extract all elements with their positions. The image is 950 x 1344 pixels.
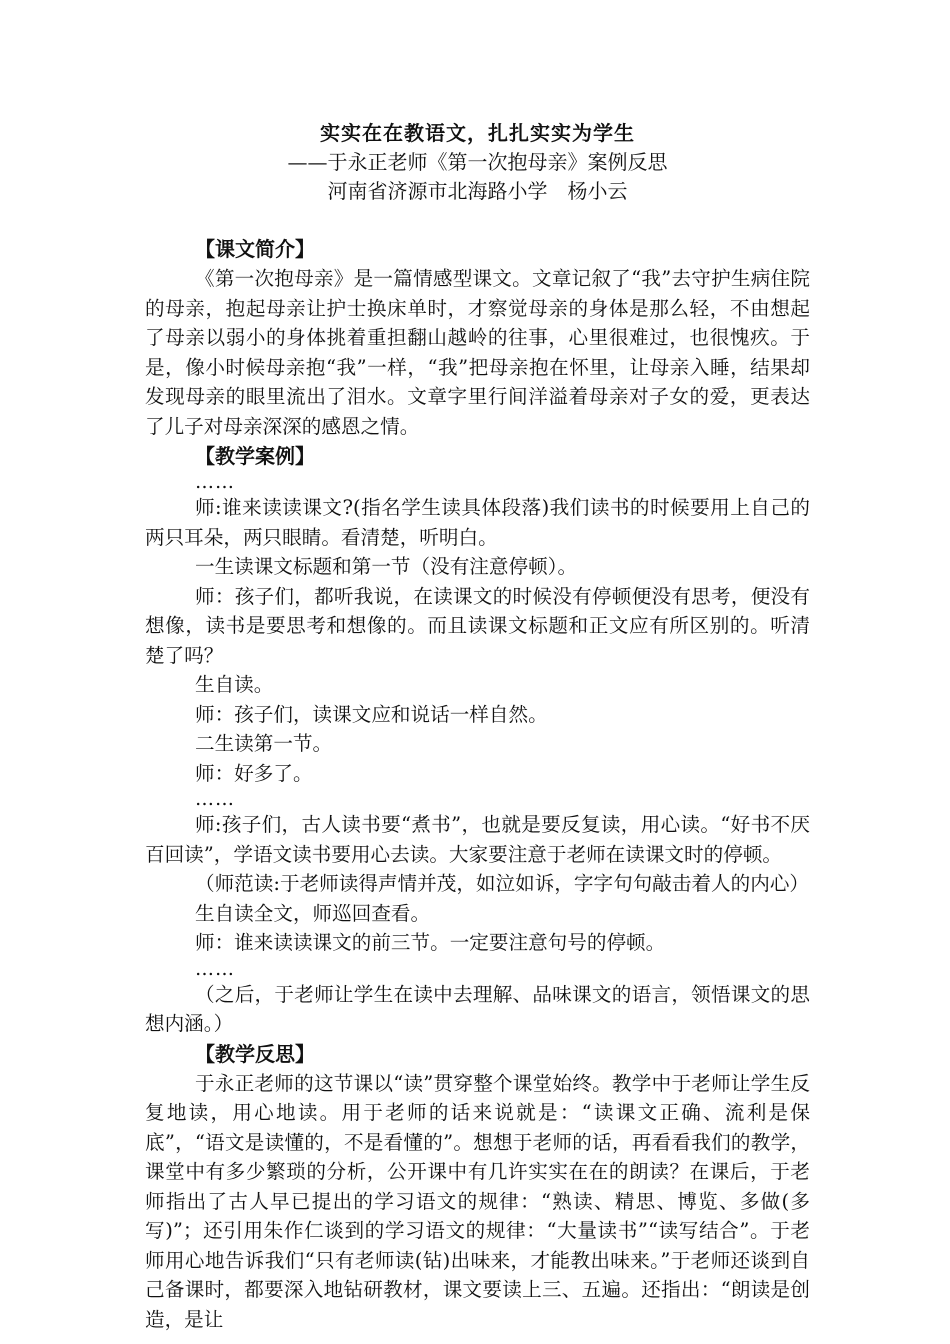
intro-heading: 【课文简介】 xyxy=(195,237,315,261)
document-page xyxy=(145,118,810,1334)
case-paragraph-9: （师范读:于老师读得声情并茂，如泣如诉，字字句句敲击着人的内心） xyxy=(195,872,810,895)
case-paragraph-4: 生自读。 xyxy=(195,673,274,696)
case-paragraph-7: 师：好多了。 xyxy=(195,761,313,785)
case-paragraph-5: 师：孩子们，读课文应和说话一样自然。 xyxy=(195,702,548,726)
case-paragraph-12: （之后，于老师让学生在读中去理解、品味课文的语言，领悟课文的思想内涵。） xyxy=(145,982,810,1035)
case-paragraph-8: 师:孩子们，古人读书要“煮书”，也就是要反复读，用心读。“好书不厌百回读”，学语文读书要用心去读。大家要注意于老师在读课文时的停顿。 xyxy=(145,813,810,866)
case-paragraph-1: 师:谁来读读课文?(指名学生读具体段落)我们读书的时候要用上自己的两只耳朵，两只眼睛。看清楚，听明白。 xyxy=(145,496,810,549)
ellipsis-3: …… xyxy=(195,957,235,980)
ellipsis-1: …… xyxy=(195,471,235,493)
document-author: 河南省济源市北海路小学 杨小云 xyxy=(327,179,628,203)
case-paragraph-11: 师：谁来读读课文的前三节。一定要注意句号的停顿。 xyxy=(195,931,666,954)
case-heading: 【教学案例】 xyxy=(195,444,315,468)
document-title: 实实在在教语文，扎扎实实为学生 xyxy=(320,121,635,145)
case-paragraph-2: 一生读课文标题和第一节（没有注意停顿）。 xyxy=(195,555,578,578)
ellipsis-2: …… xyxy=(195,788,235,810)
reflection-paragraph: 于永正老师的这节课以“读”贯穿整个课堂始终。教学中于老师让学生反复地读，用心地读。用于老师的话来说就是：“读课文正确、流利是保底”，“语文是读懂的，不是看懂的”。想想于老师的话，再看看我们的教学，课堂中有多少繁琐的分析，公开课中有几许实实在在的朗读？在课后，于老师指出了古人早已提出的学习语文的规律：“熟读、精思、博览、多做(多写)”；还引用朱作仁谈到的学习语文的规律：“大量读书”“读写结合”。于老师用心地告诉我们“只有老师读(钻)出味来，才能教出味来。”于老师还谈到自己备课时，都要深入地钻研教材，课文要读上三、五遍。还指出：“朗读是创造，是让 xyxy=(145,1071,810,1331)
intro-paragraph: 《第一次抱母亲》是一篇情感型课文。文章记叙了“我”去守护生病住院的母亲，抱起母亲让护士换床单时，才察觉母亲的身体是那么轻，不由想起了母亲以弱小的身体挑着重担翻山越岭的往事，心里很难过，也很愧疚。于是，像小时候母亲抱“我”一样，“我”把母亲抱在怀里，让母亲入睡，结果却发现母亲的眼里流出了泪水。文章字里行间洋溢着母亲对子女的爱，更表达了儿子对母亲深深的感恩之情。 xyxy=(145,267,810,438)
case-paragraph-3: 师：孩子们，都听我说，在读课文的时候没有停顿便没有思考，便没有想像，读书是要思考和想像的。而且读课文标题和正文应有所区别的。听清楚了吗？ xyxy=(145,584,810,667)
reflection-heading: 【教学反思】 xyxy=(195,1041,315,1066)
title-block xyxy=(145,118,810,206)
case-paragraph-10: 生自读全文，师巡回查看。 xyxy=(195,901,431,925)
document-subtitle: ——于永正老师《第一次抱母亲》案例反思 xyxy=(287,150,668,174)
case-paragraph-6: 二生读第一节。 xyxy=(195,732,333,755)
